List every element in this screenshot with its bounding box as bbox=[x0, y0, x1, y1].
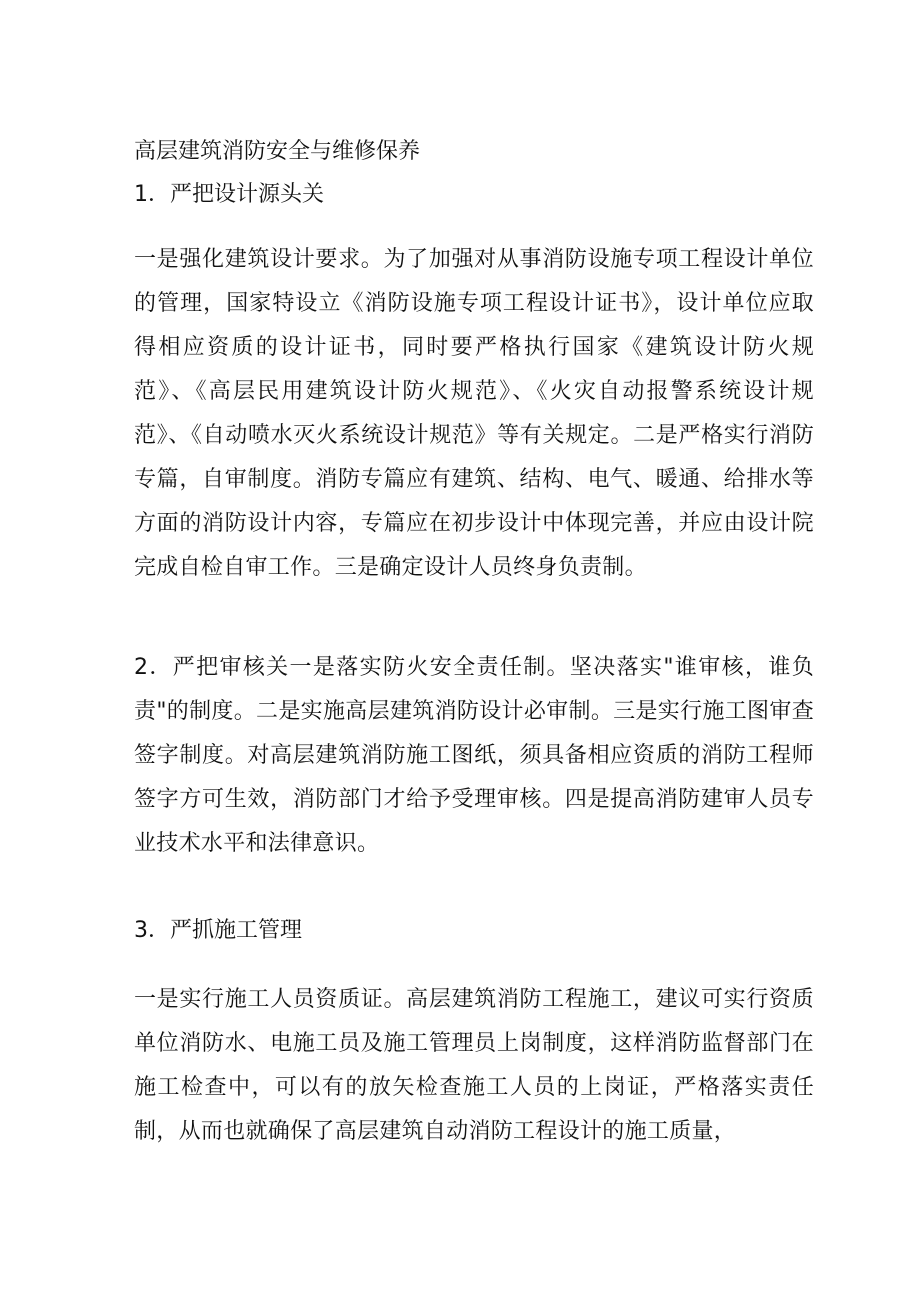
section-2-paragraph: 2．严把审核关一是落实防火安全责任制。坚决落实"谁审核，谁负责"的制度。二是实施高层建筑消防设计必审制。三是实行施工图审查签字制度。对高层建筑消防施工图纸，须具备相应资质的消防工程师签字方可生效，消防部门才给予受理审核。四是提高消防建审人员专业技术水平和法律意识。 bbox=[134, 655, 814, 856]
section-1-paragraph: 一是强化建筑设计要求。为了加强对从事消防设施专项工程设计单位的管理，国家特设立《消防设施专项工程设计证书》，设计单位应取得相应资质的设计证书，同时要严格执行国家《建筑设计防火规范》、《高层民用建筑设计防火规范》、《火灾自动报警系统设计规范》、《自动喷水灭火系统设计规范》等有关规定。二是严格实行消防专篇，自审制度。消防专篇应有建筑、结构、电气、暖通、给排水等方面的消防设计内容，专篇应在初步设计中体现完善，并应由设计院完成自检自审工作。三是确定设计人员终身负责制。 bbox=[134, 247, 814, 580]
section-3-paragraph: 一是实行施工人员资质证。高层建筑消防工程施工，建议可实行资质单位消防水、电施工员及施工管理员上岗制度，这样消防监督部门在施工检查中，可以有的放矢检查施工人员的上岗证，严格落实责任制，从而也就确保了高层建筑自动消防工程设计的施工质量， bbox=[134, 987, 814, 1144]
section-3-heading: 3．严抓施工管理 bbox=[134, 918, 302, 943]
document-title: 高层建筑消防安全与维修保养 bbox=[134, 139, 421, 164]
section-1-heading: 1．严把设计源头关 bbox=[134, 182, 324, 207]
